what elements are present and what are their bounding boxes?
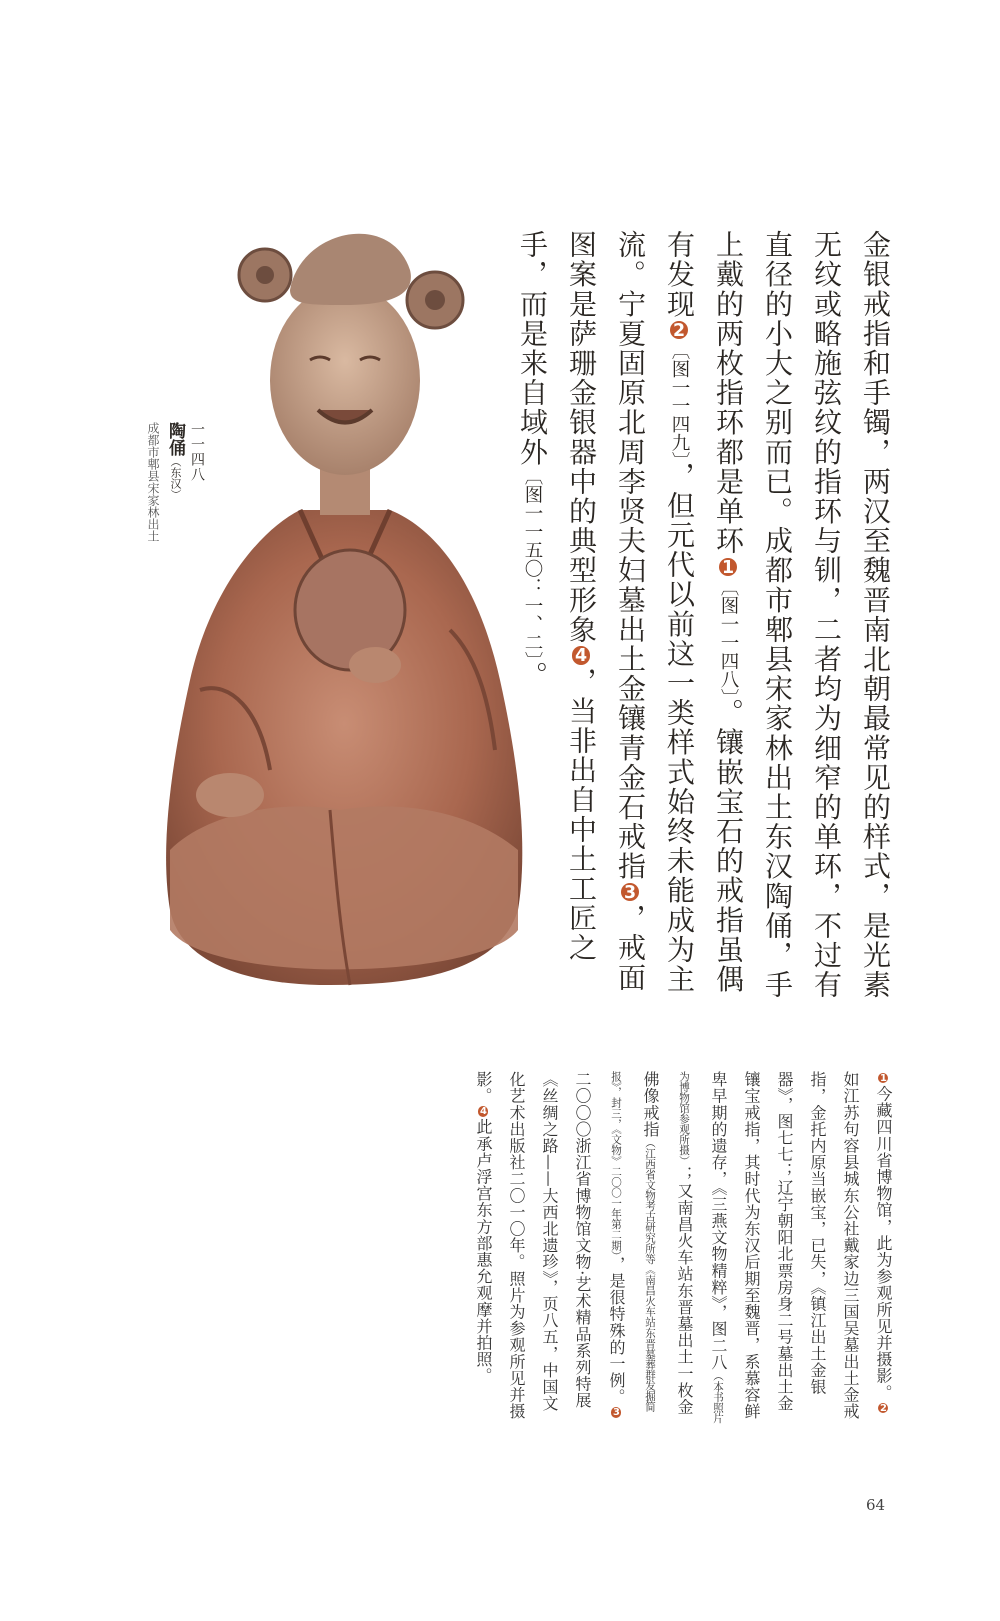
main-text-block <box>516 230 900 1010</box>
note-marker[interactable]: 2 <box>669 320 689 343</box>
figure-number: 一一四八 <box>189 422 205 482</box>
figure-reference: 〔图一一四八〕 <box>718 577 739 698</box>
footnote-marker: 3 <box>611 1407 622 1419</box>
footnote-marker: 1 <box>878 1073 889 1085</box>
note-marker[interactable]: 4 <box>571 646 591 669</box>
figure-reference: 〔图一一五〇：一、二〕 <box>522 466 543 661</box>
body-text: 。镶嵌宝石的戒指虽偶有发现 <box>663 230 745 994</box>
body-text: ，戒面图案是萨珊金银器中的典型形象 <box>565 230 647 993</box>
page-number: 64 <box>866 1496 886 1514</box>
footnote-aside: （江西省文物考古研究所等《南昌火车站东晋墓葬群发掘简报》，封三，《文物》二〇〇一年第二期） <box>610 1071 656 1412</box>
footnote-aside: （本书照片为博物馆参观所摄） <box>678 1071 724 1424</box>
note-marker[interactable]: 3 <box>620 883 640 905</box>
body-text: 。 <box>516 660 549 691</box>
body-text: ，当非出自中土工匠之手，而是来自域外 <box>516 230 598 963</box>
figure-reference: 〔图一一四九〕 <box>669 341 690 462</box>
figure-source: 成都市郫县宋家林出土 <box>146 422 160 542</box>
figure-title: 陶俑 <box>165 422 185 456</box>
footnote-marker: 4 <box>478 1106 489 1118</box>
body-text: ，但元代以前这一类样式始终未能成为主流。宁夏固原北周李贤夫妇墓出土金镶青金石戒指 <box>614 230 696 994</box>
footnote-marker: 2 <box>878 1402 889 1415</box>
figure-title-line <box>164 422 186 582</box>
footnote-text: ；又南昌火车站东晋墓出土一枚金佛像戒指 <box>641 1071 694 1416</box>
figure-period: （东汉） <box>169 456 182 500</box>
figure-caption <box>118 422 208 582</box>
note-marker[interactable]: 1 <box>718 557 738 580</box>
footnotes-block <box>400 1071 900 1426</box>
footnote-text: 二〇〇〇浙江省博物馆文物·艺术精品系列特展《丝绸之路——大西北遗珍》，页八五，中国文化艺术出版社二〇一〇年。照片为参观所见并摄影。 <box>474 1071 592 1420</box>
pottery-figurine-image <box>150 210 530 995</box>
footnote-text: 今藏四川省博物馆，此为参观所见并摄影。 <box>874 1085 893 1401</box>
body-text: 金银戒指和手镯，两汉至魏晋南北朝最常见的样式，是光素无纹或略施弦纹的指环与钏，二者均为细窄的单环，不过有直径的小大之别而已。成都市郫县宋家林出土东汉陶俑，手上戴的两枚指环都是单环 <box>712 230 892 1000</box>
footnote-text: ，是很特殊的一例。 <box>607 1255 626 1406</box>
footnote-text: 此承卢浮宫东方部惠允观摩并拍照。 <box>474 1118 493 1385</box>
footnote-text: 如江苏句容县城东公社戴家边三国吴墓出土金戒指，金托内原当嵌宝，已失，《镇江出土金银器》，图七七；辽宁朝阳北票房身二号墓出土金镶宝戒指，其时代为东汉后期至魏晋，系慕容鲜卑早期的遗存，《三燕文物精粹》，图二八 <box>709 1071 860 1420</box>
